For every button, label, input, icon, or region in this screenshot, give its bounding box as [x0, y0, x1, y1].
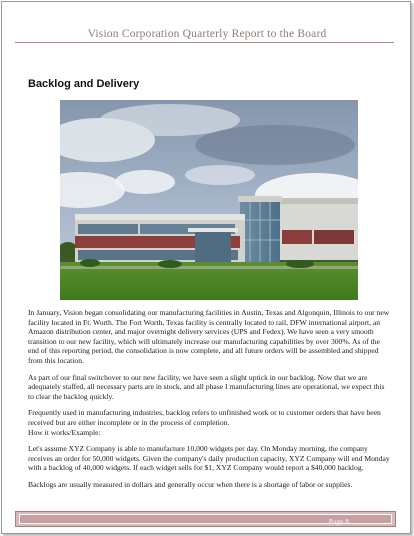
report-title: Vision Corporation Quarterly Report to the Board [87, 28, 327, 40]
paragraph-backlog-definition: Frequently used in manufacturing industries, backlog refers to unfinished work or to customer orders that have been received but are either incomplete or in the process of completion. [28, 408, 381, 427]
paragraph-example: Let's assume XYZ Company is able to manufacture 10,000 widgets per day. On Monday morning, the company receives an order for 50,000 widgets. Given the company's daily production capacity, XYZ Company will end Monday with a backlog of 40,000 widgets. If each widget sells for $1, XYZ Company would report a $40,000 backlog. [28, 444, 390, 473]
header-divider [15, 42, 394, 43]
section-heading: Backlog and Delivery [28, 78, 140, 90]
paragraph-example-heading: How it works/Example: [28, 427, 101, 437]
document-page [1, 1, 411, 534]
body-text [28, 308, 390, 497]
paragraph-backlog-measurement: Backlogs are usually measured in dollars and generally occur when there is a shortage of labor or supplies. [28, 479, 353, 489]
paragraph-backlog-uptick: As part of our final switchover to our new facility, we have seen a slight uptick in our backlog. Now that we are adequately staffed, all necessary parts are in stock, and all phase I manufacturing lines are operational, we expect this to clear the backlog quickly. [28, 372, 385, 401]
page-number: Page 8 [328, 517, 349, 526]
building-photo [60, 100, 358, 300]
paragraph-consolidation: In January, Vision began consolidating our manufacturing facilities in Austin, Texas and Algonquin, Illinois to our new facility located in Ft. Worth. The Fort Worth, Texas facility is centrally located to rail, DFW international airport, an Amazon distribution center, and major overnight delivery services (UPS and Fedex). We have seen a very smooth transition to our new facility, which will ultimately increase our manufacturing capabilities by over 300%. As of the end of this reporting period, the consolidation is now complete, and all future orders will be assembled and shipped from this location. [28, 308, 390, 365]
footer-band [19, 514, 392, 524]
footer-bar [15, 511, 396, 527]
